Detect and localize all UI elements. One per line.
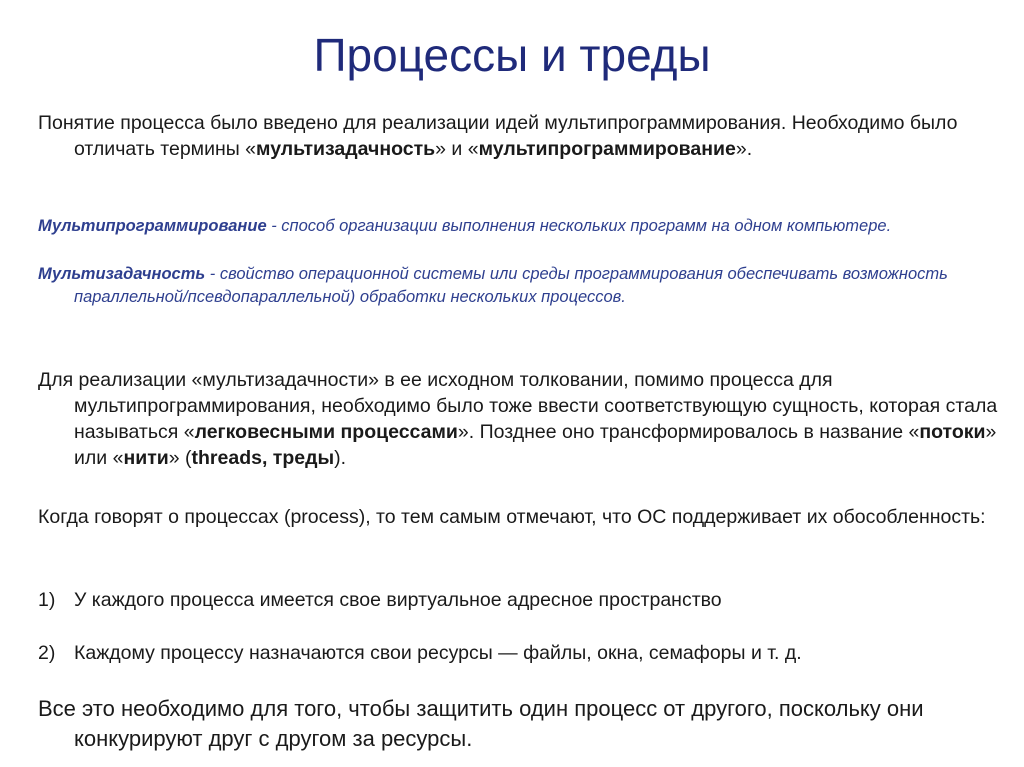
intro-term-multiprogramming: мультипрограммирование: [478, 138, 736, 160]
definition-term: Мультипрограммирование: [38, 217, 267, 235]
slide-title: Процессы и треды: [313, 29, 711, 81]
list-item-number: 1): [38, 589, 56, 611]
threads-text-e: » (: [168, 447, 192, 469]
threads-term-threads: threads, треды: [191, 447, 335, 469]
threads-term-nity: нити: [123, 447, 169, 469]
process-paragraph: Когда говорят о процессах (process), то тем самым отмечают, что ОС поддерживает их обособленность:: [38, 506, 986, 528]
intro-text-c: » и «: [435, 138, 479, 160]
definition-text: - свойство операционной системы или среды программирования обеспечивать возможность параллельной/псевдопараллельной) обработки нескольких процессов.: [74, 265, 948, 306]
definition-multitasking: [38, 263, 1024, 309]
threads-text-a: Для реализации «мультизадачности» в ее исходном толковании, помимо процесса для мультипрограммирования, необходимо было тоже ввести соответствующую сущность, которая стала называться «: [38, 369, 998, 443]
intro-paragraph: [38, 110, 1024, 162]
threads-text-d: » или «: [74, 421, 997, 469]
threads-paragraph: [38, 367, 1024, 471]
threads-term-lightweight: легковесными процессами: [194, 421, 458, 443]
intro-text-d: ».: [735, 138, 753, 160]
threads-text-f: ).: [334, 447, 347, 469]
list-item-text: У каждого процесса имеется свое виртуальное адресное пространство: [74, 589, 722, 611]
intro-text-a: Понятие процесса было введено для реализации идей мультипрограммирования. Необходимо было отличать термины «: [38, 112, 958, 160]
intro-term-multitasking: мультизадачность: [256, 138, 436, 160]
definition-term: Мультизадачность: [38, 265, 206, 283]
list-item: [38, 640, 988, 666]
list-item: [38, 587, 988, 613]
conclusion-paragraph: Все это необходимо для того, чтобы защитить один процесс от другого, поскольку они конкурируют друг с другом за ресурсы.: [38, 696, 924, 751]
definition-multiprogramming: [38, 215, 1024, 238]
list-item-number: 2): [38, 642, 56, 664]
list-item-text: Каждому процессу назначаются свои ресурсы — файлы, окна, семафоры и т. д.: [74, 642, 802, 664]
threads-text-c: ». Позднее оно трансформировалось в название «: [457, 421, 920, 443]
definition-text: - способ организации выполнения нескольких программ на одном компьютере.: [266, 217, 892, 235]
threads-term-flows: потоки: [919, 421, 986, 443]
